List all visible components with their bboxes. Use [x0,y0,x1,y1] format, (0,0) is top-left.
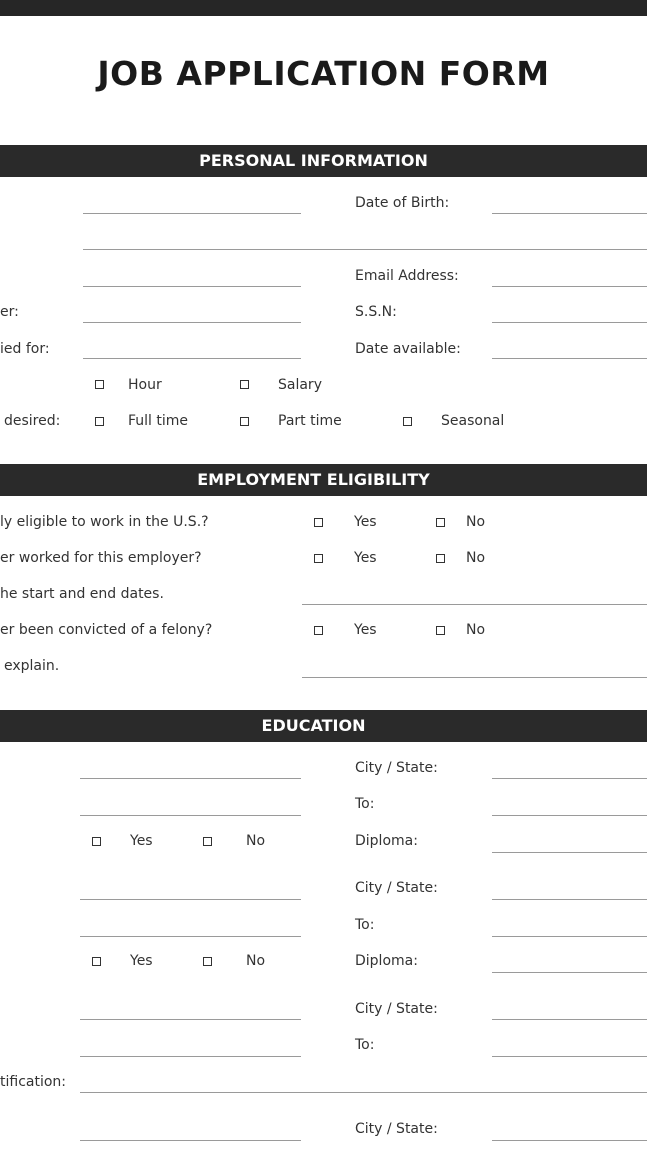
salary-label: Salary [278,377,322,393]
school-4-city-state-label: City / State: [355,1121,438,1137]
school-3-from-field[interactable] [80,1056,301,1057]
school-3-to-label: To: [355,1037,375,1053]
school-1-diploma-field[interactable] [492,852,647,853]
school-1-name-field[interactable] [80,778,301,779]
eligible-question: ly eligible to work in the U.S.? [0,514,209,530]
worked-before-no-checkbox[interactable] [436,554,445,563]
city-field[interactable] [83,286,301,287]
school-2-from-field[interactable] [80,936,301,937]
school-2-name-field[interactable] [80,899,301,900]
school-1-from-field[interactable] [80,815,301,816]
eligible-no-label: No [466,514,486,530]
employment-desired-label: desired: [4,413,61,429]
school-1-no-label: No [246,833,266,849]
school-1-yes-label: Yes [130,833,153,849]
worked-before-no-label: No [466,550,486,566]
full-time-checkbox[interactable] [95,417,104,426]
hour-label: Hour [128,377,162,393]
school-4-name-field[interactable] [80,1140,301,1141]
email-address-field[interactable] [492,286,647,287]
school-1-to-label: To: [355,796,375,812]
certification-label: tification: [0,1074,67,1090]
start-end-dates-field[interactable] [302,604,647,605]
eligible-yes-label: Yes [354,514,377,530]
seasonal-label: Seasonal [441,413,505,429]
school-2-graduate-no-checkbox[interactable] [203,957,212,966]
section-header-employment [0,464,647,496]
school-3-city-state-field[interactable] [492,1019,647,1020]
felony-yes-label: Yes [354,622,377,638]
start-end-dates-prompt: he start and end dates. [0,586,164,602]
name-field[interactable] [83,213,301,214]
school-3-to-field[interactable] [492,1056,647,1057]
eligible-no-checkbox[interactable] [436,518,445,527]
felony-question: er been convicted of a felony? [0,622,213,638]
position-applied-field[interactable] [83,358,301,359]
felony-no-label: No [466,622,486,638]
position-applied-label: ied for: [0,341,50,357]
school-1-graduate-yes-checkbox[interactable] [92,837,101,846]
address-field[interactable] [83,249,647,250]
section-title: EDUCATION [261,716,366,735]
felony-explain-prompt: explain. [4,658,60,674]
school-1-diploma-label: Diploma: [355,833,418,849]
felony-no-checkbox[interactable] [436,626,445,635]
email-address-label: Email Address: [355,268,459,284]
phone-number-label: er: [0,304,19,320]
form-title: JOB APPLICATION FORM [97,54,550,93]
felony-yes-checkbox[interactable] [314,626,323,635]
section-header-education [0,710,647,742]
seasonal-checkbox[interactable] [403,417,412,426]
school-2-city-state-label: City / State: [355,880,438,896]
hour-checkbox[interactable] [95,380,104,389]
certification-field[interactable] [80,1092,647,1093]
school-3-city-state-label: City / State: [355,1001,438,1017]
school-2-diploma-label: Diploma: [355,953,418,969]
eligible-yes-checkbox[interactable] [314,518,323,527]
section-title: EMPLOYMENT ELIGIBILITY [197,470,430,489]
salary-checkbox[interactable] [240,380,249,389]
section-header-personal [0,145,647,177]
part-time-checkbox[interactable] [240,417,249,426]
school-2-to-field[interactable] [492,936,647,937]
school-2-no-label: No [246,953,266,969]
date-available-label: Date available: [355,341,461,357]
part-time-label: Part time [278,413,342,429]
school-3-name-field[interactable] [80,1019,301,1020]
school-2-graduate-yes-checkbox[interactable] [92,957,101,966]
school-1-city-state-field[interactable] [492,778,647,779]
date-available-field[interactable] [492,358,647,359]
ssn-field[interactable] [492,322,647,323]
school-2-diploma-field[interactable] [492,972,647,973]
school-1-graduate-no-checkbox[interactable] [203,837,212,846]
date-of-birth-field[interactable] [492,213,647,214]
school-1-city-state-label: City / State: [355,760,438,776]
school-4-city-state-field[interactable] [492,1140,647,1141]
date-of-birth-label: Date of Birth: [355,195,450,211]
school-1-to-field[interactable] [492,815,647,816]
worked-before-question: er worked for this employer? [0,550,202,566]
school-2-city-state-field[interactable] [492,899,647,900]
section-title: PERSONAL INFORMATION [199,151,428,170]
full-time-label: Full time [128,413,189,429]
school-2-to-label: To: [355,917,375,933]
school-2-yes-label: Yes [130,953,153,969]
top-bar [0,0,647,16]
worked-before-yes-checkbox[interactable] [314,554,323,563]
ssn-label: S.S.N: [355,304,397,320]
felony-explain-field[interactable] [302,677,647,678]
worked-before-yes-label: Yes [354,550,377,566]
phone-number-field[interactable] [83,322,301,323]
